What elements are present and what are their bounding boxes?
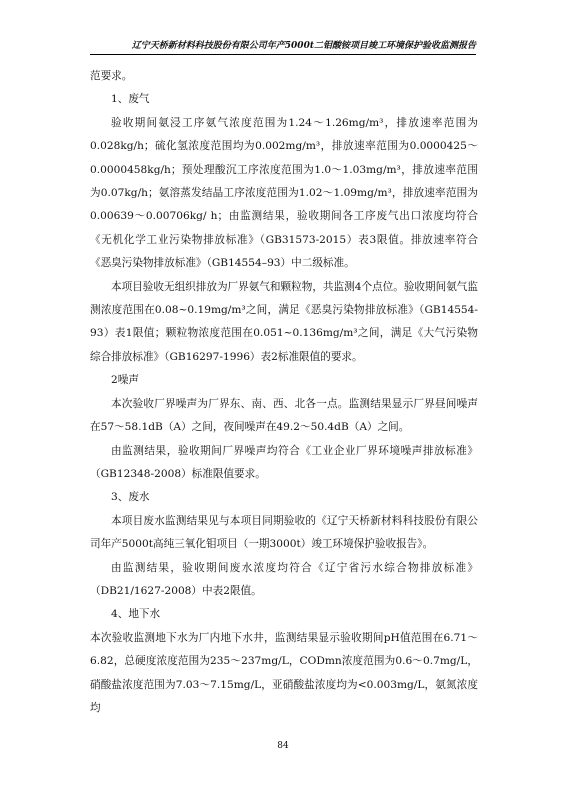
paragraph-continuation: 范要求。	[90, 70, 133, 82]
paragraph-wastewater-reference: 本项目废水监测结果见与本项目同期验收的《辽宁天桥新材料科技股份有限公司年产5000t高纯三氧化钼项目（一期3000t）竣工环境保护验收报告》。	[90, 514, 478, 551]
section-heading-exhaust: 1、废气	[111, 93, 150, 106]
paragraph-exhaust-unorganized: 本项目验收无组织排放为厂界氨气和颗粒物，共监测4个点位。验收期间氨气监测浓度范围在0.08~0.19mg/m³之间，满足《恶臭污染物排放标准》（GB14554-93）表1限值；颗粒物浓度范围在0.051~0.136mg/m³之间，满足《大气污染物综合排放标准》（GB16297-1996）表2标准限值的要求。	[90, 280, 478, 363]
section-heading-wastewater: 3、废水	[111, 491, 150, 504]
header-rule	[90, 54, 476, 55]
paragraph-exhaust-organized: 验收期间氨浸工序氨气浓度范围为1.24～1.26mg/m³，排放速率范围为0.028kg/h；硫化氢浓度范围均为0.002mg/m³，排放速率范围为0.0000425～0.0000458kg/h；预处理酸沉工序浓度范围为1.0～1.03mg/m³，排放速率范围为0.07kg/h；氨溶蒸发结晶工序浓度范围为1.02～1.09mg/m³，排放速率范围为0.00639～0.00706kg/ h；由监测结果，验收期间各工序废气出口浓度均符合《无机化学工业污染物排放标准》（GB31573-2015）表3限值。排放速率符合《恶臭污染物排放标准》（GB14554–93）中二级标准。	[90, 116, 478, 270]
paragraph-wastewater-compliance: 由监测结果，验收期间废水浓度均符合《辽宁省污水综合物排放标准》（DB21/1627-2008）中表2限值。	[90, 561, 478, 597]
running-header: 辽宁天桥新材料科技股份有限公司年产5000t二钼酸铵项目竣工环境保护验收监测报告	[131, 41, 476, 51]
section-heading-noise: 2噪声	[111, 374, 139, 387]
paragraph-noise-compliance: 由监测结果，验收期间厂界噪声均符合《工业企业厂界环境噪声排放标准》（GB12348-2008）标准限值要求。	[90, 444, 478, 480]
page-number: 84	[277, 741, 289, 751]
report-body	[90, 65, 478, 720]
section-heading-groundwater: 4、地下水	[111, 608, 161, 621]
paragraph-noise-results: 本次验收厂界噪声为厂界东、南、西、北各一点。监测结果显示厂界昼间噪声在57～58.1dB（A）之间，夜间噪声在49.2～50.4dB（A）之间。	[90, 397, 478, 434]
paragraph-groundwater-results: 本次验收监测地下水为厂内地下水井，监测结果显示验收期间pH值范围在6.71～6.82，总硬度浓度范围为235～237mg/L，CODmn浓度范围为0.6～0.7mg/L，硝酸盐浓度范围为7.03～7.15mg/L，亚硝酸盐浓度均为<0.003mg/L，氨氮浓度均	[90, 631, 478, 714]
